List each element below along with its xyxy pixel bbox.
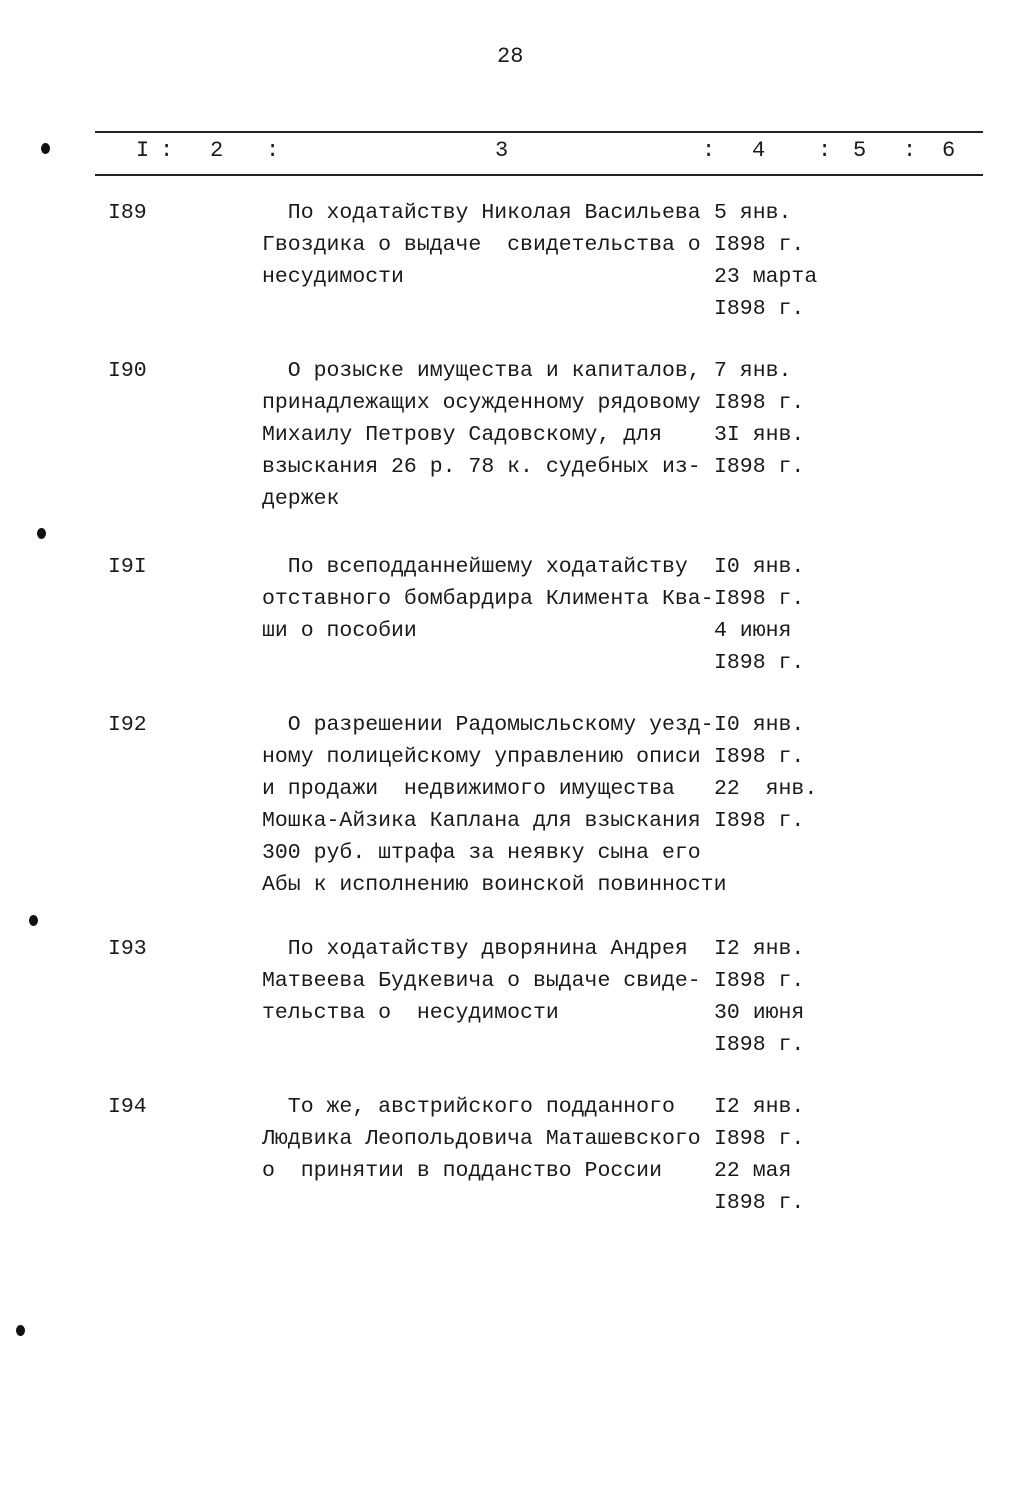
entry-description bbox=[262, 709, 726, 901]
punch-hole-mark bbox=[16, 1325, 25, 1336]
date-line: 23 марта bbox=[714, 265, 818, 289]
punch-hole-mark bbox=[29, 915, 38, 926]
entry-description bbox=[262, 1091, 701, 1187]
table-header-bottom-rule bbox=[95, 174, 983, 176]
date-line: I898 г. bbox=[714, 1191, 805, 1215]
entry-number: I9I bbox=[108, 555, 147, 579]
description-line: держек bbox=[262, 487, 340, 511]
entry-number: I92 bbox=[108, 713, 147, 737]
column-header-6: 6 bbox=[942, 138, 956, 163]
date-line: I2 янв. bbox=[714, 937, 805, 961]
description-line: Абы к исполнению воинской повинности bbox=[262, 873, 727, 897]
description-line: Гвоздика о выдаче свидетельства о bbox=[262, 233, 701, 257]
entry-description bbox=[262, 551, 714, 647]
date-line: I2 янв. bbox=[714, 1095, 805, 1119]
date-line: I898 г. bbox=[714, 745, 805, 769]
date-line: 4 июня bbox=[714, 619, 792, 643]
date-line: I898 г. bbox=[714, 391, 805, 415]
date-line: I898 г. bbox=[714, 233, 805, 257]
date-line: 3I янв. bbox=[714, 423, 805, 447]
description-line: тельства о несудимости bbox=[262, 1001, 559, 1025]
description-line: отставного бомбардира Климента Ква- bbox=[262, 587, 714, 611]
description-line: Людвика Леопольдовича Маташевского bbox=[262, 1127, 701, 1151]
column-header-5: 5 bbox=[853, 138, 867, 163]
date-line: 30 июня bbox=[714, 1001, 805, 1025]
description-line: взыскания 26 р. 78 к. судебных из- bbox=[262, 455, 701, 479]
entry-dates bbox=[714, 1091, 804, 1219]
column-header-2: 2 bbox=[210, 138, 224, 163]
entry-dates bbox=[714, 551, 804, 679]
description-line: По ходатайству дворянина Андрея bbox=[262, 937, 688, 961]
date-line: 22 мая bbox=[714, 1159, 792, 1183]
column-separator: : bbox=[702, 138, 716, 163]
column-header-1: I bbox=[136, 138, 150, 163]
entry-description bbox=[262, 355, 701, 515]
description-line: Михаилу Петрову Садовскому, для bbox=[262, 423, 662, 447]
date-line: I898 г. bbox=[714, 1127, 805, 1151]
date-line: I0 янв. bbox=[714, 555, 805, 579]
description-line: То же, австрийского подданного bbox=[262, 1095, 675, 1119]
description-line: ши о пособии bbox=[262, 619, 417, 643]
description-line: По ходатайству Николая Васильева bbox=[262, 201, 701, 225]
column-separator: : bbox=[903, 138, 917, 163]
column-separator: : bbox=[818, 138, 832, 163]
entry-number: I93 bbox=[108, 937, 147, 961]
entry-description bbox=[262, 933, 701, 1029]
description-line: По всеподданнейшему ходатайству bbox=[262, 555, 688, 579]
date-line: 7 янв. bbox=[714, 359, 792, 383]
date-line: I898 г. bbox=[714, 587, 805, 611]
entry-dates bbox=[714, 197, 817, 325]
entry-dates bbox=[714, 355, 804, 483]
entry-number: I94 bbox=[108, 1095, 147, 1119]
date-line: 5 янв. bbox=[714, 201, 792, 225]
date-line: I0 янв. bbox=[714, 713, 805, 737]
date-line: 22 янв. bbox=[714, 777, 818, 801]
table-top-rule bbox=[95, 131, 983, 133]
date-line: I898 г. bbox=[714, 1033, 805, 1057]
description-line: О розыске имущества и капиталов, bbox=[262, 359, 701, 383]
column-header-3: 3 bbox=[495, 138, 509, 163]
description-line: 300 руб. штрафа за неявку сына его bbox=[262, 841, 701, 865]
date-line: I898 г. bbox=[714, 455, 805, 479]
punch-hole-mark bbox=[41, 143, 50, 154]
entry-number: I89 bbox=[108, 201, 147, 225]
entry-dates bbox=[714, 709, 817, 837]
entry-number: I90 bbox=[108, 359, 147, 383]
description-line: О разрешении Радомысльскому уезд- bbox=[262, 713, 714, 737]
description-line: о принятии в подданство России bbox=[262, 1159, 662, 1183]
entry-description bbox=[262, 197, 701, 293]
column-header-4: 4 bbox=[752, 138, 766, 163]
date-line: I898 г. bbox=[714, 297, 805, 321]
punch-hole-mark bbox=[37, 528, 46, 539]
description-line: и продажи недвижимого имущества bbox=[262, 777, 675, 801]
date-line: I898 г. bbox=[714, 969, 805, 993]
column-separator: : bbox=[160, 138, 174, 163]
description-line: Мошка-Айзика Каплана для взыскания bbox=[262, 809, 701, 833]
description-line: несудимости bbox=[262, 265, 404, 289]
description-line: принадлежащих осужденному рядовому bbox=[262, 391, 701, 415]
description-line: ному полицейскому управлению описи bbox=[262, 745, 701, 769]
date-line: I898 г. bbox=[714, 651, 805, 675]
date-line: I898 г. bbox=[714, 809, 805, 833]
description-line: Матвеева Будкевича о выдаче свиде- bbox=[262, 969, 701, 993]
entry-dates bbox=[714, 933, 804, 1061]
column-separator: : bbox=[266, 138, 280, 163]
page-number: 28 bbox=[497, 44, 524, 69]
